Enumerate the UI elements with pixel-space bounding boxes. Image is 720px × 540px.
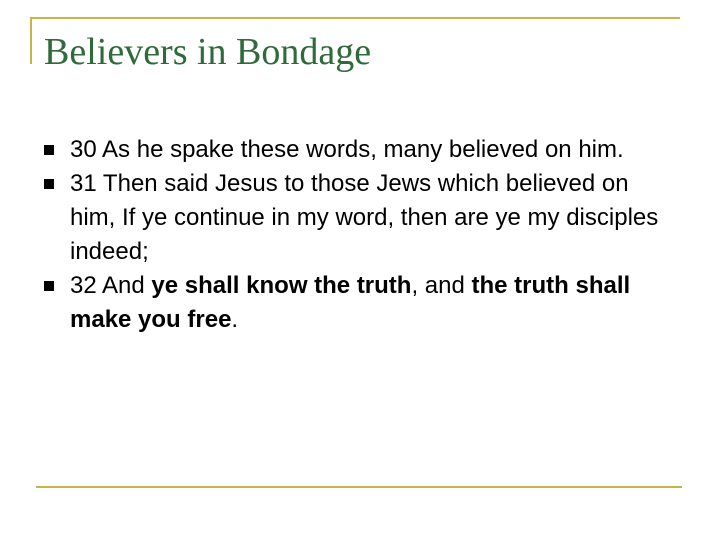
square-bullet-icon — [44, 281, 54, 291]
verse-30 — [70, 133, 670, 167]
verse-32-prefix: 32 And — [70, 272, 152, 299]
verse-32 — [70, 269, 670, 337]
verse-30-text: 30 As he spake these words, many believed on him. — [70, 136, 624, 163]
verse-32-bold-phrase-1: ye shall know the truth — [151, 272, 412, 299]
top-left-vertical-rule — [30, 17, 32, 64]
verse-32-middle: , and — [411, 272, 472, 299]
verse-31 — [70, 167, 670, 269]
verse-list — [70, 133, 670, 337]
verse-31-text: 31 Then said Jesus to those Jews which believed on him, If ye continue in my word, then are ye my disciples indeed; — [70, 170, 659, 265]
square-bullet-icon — [44, 145, 54, 155]
slide-title: Believers in Bondage — [44, 31, 372, 73]
verse-32-suffix: . — [231, 306, 239, 333]
bottom-horizontal-rule — [36, 486, 682, 488]
top-horizontal-rule — [30, 17, 680, 19]
verse-32-bold-phrase-2: the truth shall make you free — [70, 272, 631, 333]
square-bullet-icon — [44, 179, 54, 189]
